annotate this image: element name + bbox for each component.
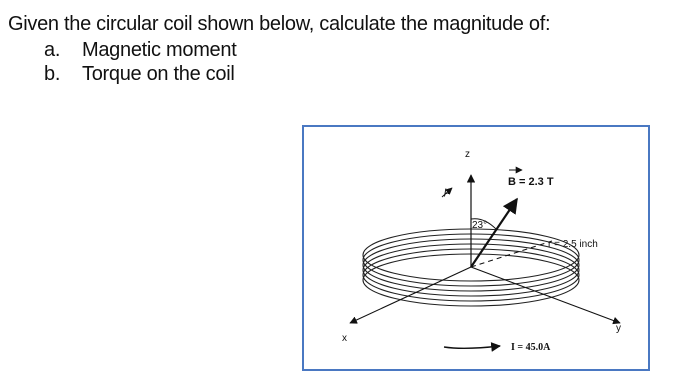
coil-figure <box>302 125 650 371</box>
mu-label: μ <box>444 183 451 197</box>
current-arrow <box>444 346 500 348</box>
list-item <box>8 62 550 86</box>
z-axis-label: z <box>465 149 470 160</box>
question-text <box>8 12 550 86</box>
y-axis-label: y <box>616 323 621 334</box>
angle-label: 23° <box>472 220 488 231</box>
coil-diagram <box>304 127 648 369</box>
current-label: I = 45.0A <box>511 342 551 353</box>
radius-label: r = 2.5 inch <box>548 239 598 250</box>
list-marker: a. <box>44 39 61 61</box>
list-marker: b. <box>44 63 61 85</box>
list-item-text: Magnetic moment <box>82 39 237 61</box>
field-label: B = 2.3 T <box>508 176 554 188</box>
question-list <box>8 38 550 86</box>
list-item <box>8 38 550 62</box>
list-item-text: Torque on the coil <box>82 63 235 85</box>
x-axis-label: x <box>342 333 347 344</box>
field-vector-arrow <box>471 199 517 267</box>
question-prompt: Given the circular coil shown below, calculate the magnitude of: <box>8 13 551 35</box>
x-axis <box>350 267 471 323</box>
